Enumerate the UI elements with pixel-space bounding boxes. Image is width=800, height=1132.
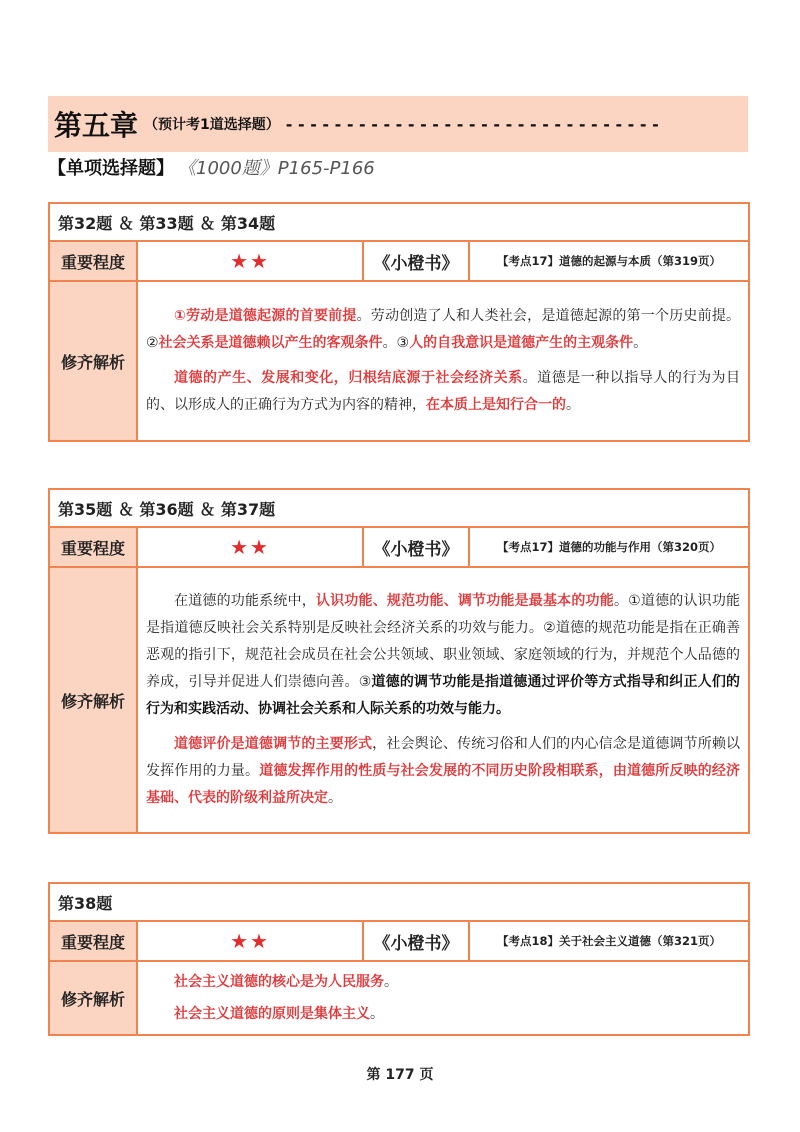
body-text: 在道德的功能系统中， (174, 593, 316, 609)
importance-label: 重要程度 (49, 921, 137, 961)
analysis-paragraph (146, 365, 740, 419)
body-text: 。 (328, 790, 342, 806)
body-text: ，社会舆论、传统习俗和人们的内心信念是道德调节所赖以发挥作用的力量。 (146, 736, 741, 779)
page-number: 第 177 页 (366, 1067, 434, 1083)
question-card (48, 202, 750, 442)
body-text: 。 (384, 974, 398, 990)
question-card (48, 488, 750, 834)
highlighted-text: 社会关系是道德赖以产生的客观条件 (158, 335, 383, 351)
bold-text: 道德的调节功能是指道德通过评价等方式指导和纠正人们的行为和实践活动、协调社会关系和人际关系的功效与能力。 (146, 674, 741, 717)
highlighted-text: 道德发挥作用的性质与社会发展的不同历史阶段相联系，由道德所反映的经济基础、代表的阶级利益所决定 (146, 763, 741, 806)
question-card (48, 882, 750, 1036)
book-label: 《小橙书》 (363, 241, 469, 281)
analysis-body (137, 961, 749, 1035)
importance-stars: ★★ (137, 241, 363, 281)
analysis-paragraph (146, 731, 740, 812)
highlighted-text: 道德的产生、发展和变化，归根结底源于社会经济关系 (174, 370, 523, 386)
body-text: 。 (566, 397, 580, 413)
analysis-body (137, 567, 749, 833)
importance-label: 重要程度 (49, 527, 137, 567)
highlighted-text: ① (174, 308, 187, 324)
card-title: 第35题 ＆ 第36题 ＆ 第37题 (49, 489, 749, 527)
highlighted-text: 在本质上是知行合一的 (426, 397, 566, 413)
analysis-paragraph (146, 303, 740, 357)
key-point: 【考点17】道德的功能与作用（第320页） (469, 527, 749, 567)
chapter-header (48, 96, 748, 152)
body-text: 。劳动创造了人和人类社会，是道德起源的第一个历史前提。② (146, 308, 741, 351)
highlighted-text: 社会主义道德的原则是集体主义 (174, 1006, 370, 1022)
card-title: 第38题 (49, 883, 749, 921)
analysis-paragraph (146, 970, 740, 994)
body-text: 。③ (382, 335, 410, 351)
card-title: 第32题 ＆ 第33题 ＆ 第34题 (49, 203, 749, 241)
book-label: 《小橙书》 (363, 921, 469, 961)
importance-stars: ★★ (137, 527, 363, 567)
analysis-body (137, 281, 749, 441)
key-point: 【考点17】道德的起源与本质（第319页） (469, 241, 749, 281)
chapter-note: （预计考1道选择题） (144, 117, 280, 133)
section-reference: 《1000题》P165-P166 (178, 158, 375, 179)
body-text: 。 (370, 1006, 384, 1022)
body-text: 。道德是一种以指导人的行为为目的、以形成人的正确行为方式为内容的精神， (146, 370, 741, 413)
highlighted-text: 认识功能、规范功能、调节功能是最基本的功能 (315, 593, 614, 609)
key-point: 【考点18】关于社会主义道德（第321页） (469, 921, 749, 961)
analysis-paragraph (146, 1002, 740, 1026)
analysis-label: 修齐解析 (49, 567, 137, 833)
section-heading (48, 154, 375, 180)
highlighted-text: 劳动是道德起源的首要前提 (186, 308, 357, 324)
chapter-title: 第五章 (54, 109, 139, 142)
highlighted-text: 社会主义道德的核心是为人民服务 (174, 974, 384, 990)
highlighted-text: 人的自我意识是道德产生的主观条件 (409, 335, 634, 351)
analysis-label: 修齐解析 (49, 281, 137, 441)
highlighted-text: 道德评价是道德调节的主要形式 (174, 736, 373, 752)
body-text: 。 (633, 335, 648, 351)
chapter-divider: - - - - - - - - - - - - - - - - - - - - - - - - - - - - - - - (285, 114, 659, 134)
analysis-paragraph (146, 588, 740, 723)
importance-label: 重要程度 (49, 241, 137, 281)
section-label: 【单项选择题】 (48, 158, 174, 179)
importance-stars: ★★ (137, 921, 363, 961)
book-label: 《小橙书》 (363, 527, 469, 567)
analysis-label: 修齐解析 (49, 961, 137, 1035)
body-text: 。①道德的认识功能是指道德反映社会关系特别是反映社会经济关系的功效与能力。②道德的规范功能是指在正确善恶观的指引下，规范社会成员在社会公共领域、职业领域、家庭领域的行为，并规范个人品德的养成，引导并促进人们崇德向善。③ (146, 593, 741, 690)
